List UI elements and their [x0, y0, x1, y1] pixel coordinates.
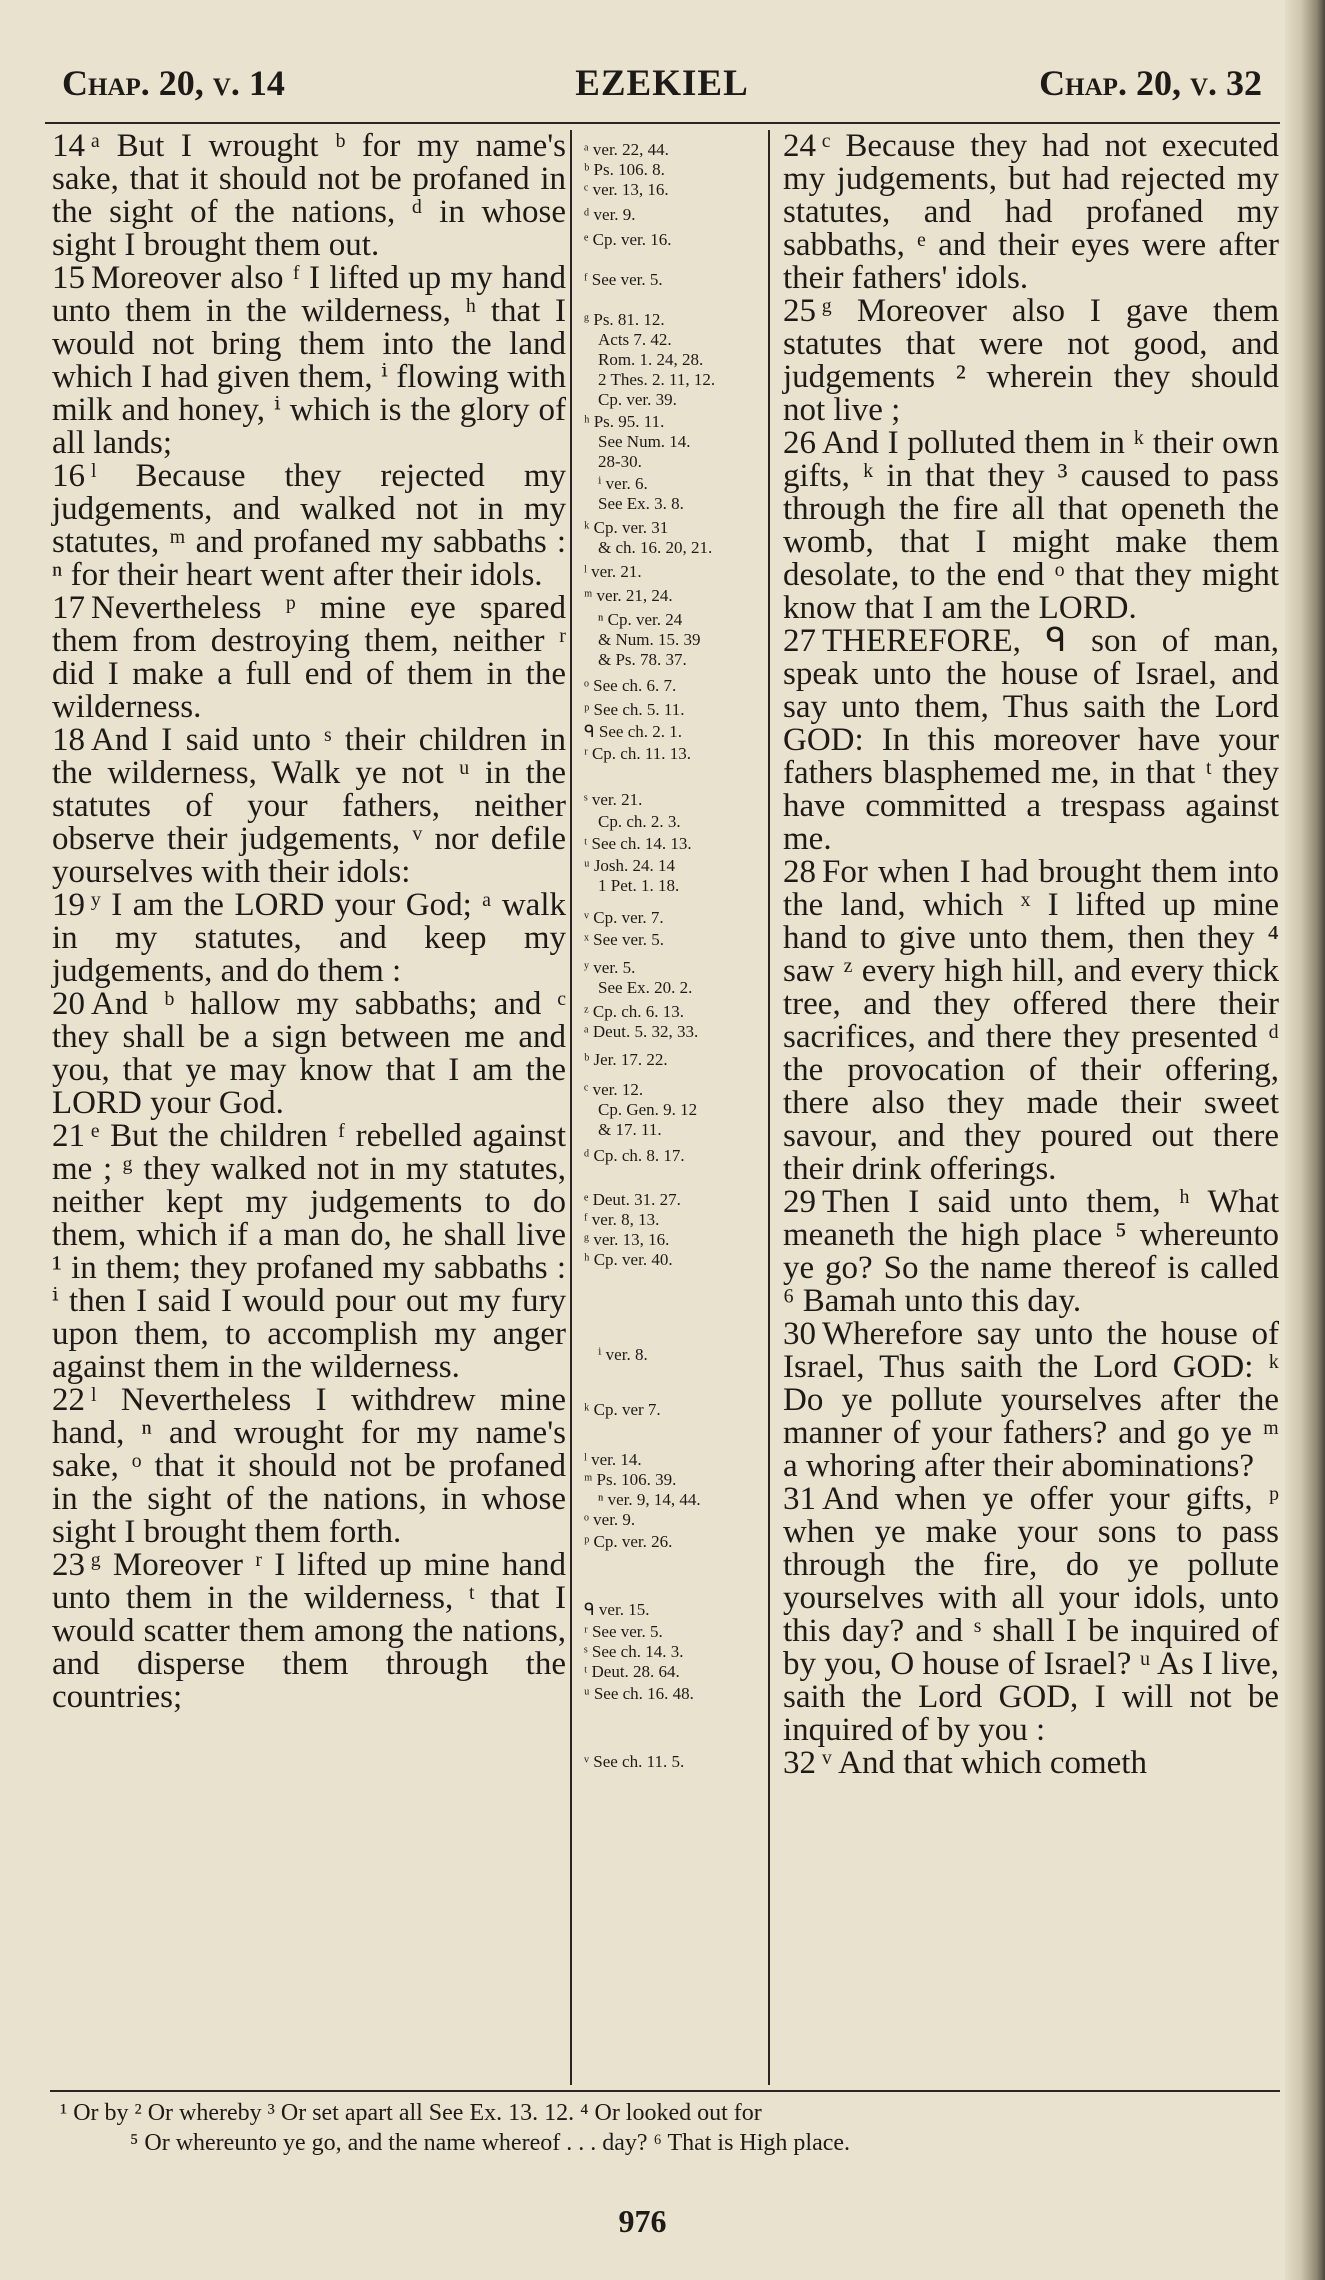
- verse-number: 16: [52, 458, 85, 494]
- verse: [783, 295, 1279, 427]
- verse-text: ʸ I am the LORD your God; ᵃ walk in my statutes, and keep my judgements, and do them :: [52, 887, 566, 989]
- verse-text: ᵛ And that which cometh: [822, 1745, 1147, 1781]
- verse-text: And I polluted them in ᵏ their own gifts, ᵏ in that they ³ caused to pass through the fire all that openeth the womb, that I might make them desolate, to the end ᵒ that they might know that I am the LORD.: [783, 425, 1279, 626]
- cross-reference: ⁱ ver. 8.: [598, 1345, 648, 1364]
- verse: [783, 1318, 1279, 1483]
- verse-number: 24: [783, 128, 816, 164]
- cross-reference: ⁿ Cp. ver. 24: [598, 610, 683, 629]
- cross-reference: ᵛ See ch. 11. 5.: [584, 1752, 685, 1771]
- cross-reference: ᵘ Josh. 24. 14: [584, 856, 676, 875]
- cross-reference: ᵏ Cp. ver 7.: [584, 1400, 661, 1419]
- page-number: 976: [618, 2203, 667, 2239]
- cross-reference: ᵘ See ch. 16. 48.: [584, 1684, 694, 1703]
- verse-text: And I said unto ˢ their children in the wilderness, Walk ye not ᵘ in the statutes of your fathers, neither observe their judgements, ᵛ nor defile yourselves with their idols:: [52, 722, 566, 890]
- verse-number: 26: [783, 425, 816, 461]
- verse: [52, 1384, 566, 1549]
- cross-reference: ᵗ Deut. 28. 64.: [584, 1662, 680, 1681]
- cross-reference: ˡ ver. 21.: [584, 562, 642, 581]
- cross-reference: ʰ Cp. ver. 40.: [584, 1250, 673, 1269]
- verse-text: Nevertheless ᵖ mine eye spared them from destroying them, neither ʳ did I make a full end of them in the wilderness.: [52, 590, 566, 725]
- cross-reference: ʳ Cp. ch. 11. 13.: [584, 744, 691, 763]
- left-text-column: [52, 130, 566, 1714]
- verse-number: 30: [783, 1316, 816, 1352]
- cross-reference: ᶜ ver. 12.: [584, 1080, 644, 1099]
- cross-reference: ᵃ Deut. 5. 32, 33.: [584, 1022, 699, 1041]
- verse-number: 14: [52, 128, 85, 164]
- cross-reference: & ch. 16. 20, 21.: [598, 538, 713, 557]
- verse-number: 27: [783, 623, 816, 659]
- verse: [52, 460, 566, 592]
- cross-reference: See Ex. 3. 8.: [598, 494, 684, 513]
- verse-number: 20: [52, 986, 85, 1022]
- cross-reference: ᵍ Ps. 81. 12.: [584, 310, 665, 329]
- cross-reference: ʸ ver. 5.: [584, 958, 636, 977]
- verse: [783, 1747, 1279, 1780]
- verse: [783, 1483, 1279, 1747]
- cross-reference: 28-30.: [598, 452, 642, 471]
- cross-reference: & Num. 15. 39: [598, 630, 701, 649]
- verse: [783, 427, 1279, 625]
- cross-reference: ᶠ See ver. 5.: [584, 270, 663, 289]
- footnote-line: ⁵ Or whereunto ye go, and the name whereof . . . day? ⁶ That is High place.: [130, 2130, 851, 2156]
- cross-reference: ᶻ Cp. ch. 6. 13.: [584, 1002, 685, 1021]
- verse-number: 21: [52, 1118, 85, 1154]
- cross-reference: ʳ See ver. 5.: [584, 1622, 663, 1641]
- verse-number: 19: [52, 887, 85, 923]
- cross-reference: See Num. 14.: [598, 432, 691, 451]
- cross-reference: & Ps. 78. 37.: [598, 650, 687, 669]
- verse-text: ᵃ But I wrought ᵇ for my name's sake, that it should not be profaned in the sight of the nations, ᵈ in whose sight I brought them out.: [52, 128, 566, 263]
- cross-reference: Cp. Gen. 9. 12: [598, 1100, 698, 1119]
- verse-text: And when ye offer your gifts, ᵖ when ye make your sons to pass through the fire, do ye pollute yourselves with all your idols, unto this day? and ˢ shall I be inquired of by you, O house of Israel? ᵘ As I live, saith the Lord GOD, I will not be inquired of by you :: [783, 1481, 1279, 1748]
- verse-text: Then I said unto them, ʰ What meaneth the high place ⁵ whereunto ye go? So the name thereof is called ⁶ Bamah unto this day.: [783, 1184, 1279, 1319]
- cross-reference: ᵒ ver. 9.: [584, 1510, 636, 1529]
- running-head: [62, 62, 1262, 122]
- verse: [52, 1549, 566, 1714]
- verse-text: THEREFORE, ᑫ son of man, speak unto the house of Israel, and say unto them, Thus saith the Lord GOD: In this moreover have your fathers blasphemed me, in that ᵗ they have committed a trespass against me.: [783, 623, 1279, 857]
- right-text-column: [783, 130, 1279, 1780]
- verse-number: 17: [52, 590, 85, 626]
- cross-reference: ᵇ Jer. 17. 22.: [584, 1050, 668, 1069]
- verse-number: 29: [783, 1184, 816, 1220]
- cross-reference: Cp. ver. 39.: [598, 390, 677, 409]
- cross-reference: ᵉ Cp. ver. 16.: [584, 230, 672, 249]
- verse-number: 22: [52, 1382, 85, 1418]
- footnotes: [60, 2098, 1270, 2158]
- cross-reference: ᵈ Cp. ch. 8. 17.: [584, 1146, 685, 1165]
- cross-reference: ᵃ ver. 22, 44.: [584, 140, 669, 159]
- cross-reference: ᵏ Cp. ver. 31: [584, 518, 669, 537]
- verse: [783, 1186, 1279, 1318]
- cross-reference: ᵛ Cp. ver. 7.: [584, 908, 664, 927]
- cross-reference: ᶠ ver. 8, 13.: [584, 1210, 660, 1229]
- cross-reference: ˢ ver. 21.: [584, 790, 643, 809]
- chapter-reference-right: Chap. 20, v. 32: [1039, 63, 1262, 103]
- verse: [52, 592, 566, 724]
- verse: [783, 130, 1279, 295]
- verse-number: 18: [52, 722, 85, 758]
- cross-reference: ˢ See ch. 14. 3.: [584, 1642, 684, 1661]
- verse-text: Wherefore say unto the house of Israel, Thus saith the Lord GOD: ᵏ Do ye pollute yourselves after the manner of your fathers? and go ye ᵐ a whoring after their abominations?: [783, 1316, 1279, 1484]
- cross-reference: ᑫ See ch. 2. 1.: [584, 722, 683, 741]
- cross-reference: ⁿ ver. 9, 14, 44.: [598, 1490, 701, 1509]
- cross-reference: ᵈ ver. 9.: [584, 205, 636, 224]
- verse-text: ᵍ Moreover also I gave them statutes that were not good, and judgements ² wherein they should not live ;: [783, 293, 1279, 428]
- verse: [783, 625, 1279, 856]
- cross-reference: ᵐ Ps. 106. 39.: [584, 1470, 677, 1489]
- verse-number: 23: [52, 1547, 85, 1583]
- verse: [52, 889, 566, 988]
- cross-reference: ᑫ ver. 15.: [584, 1600, 650, 1619]
- verse-text: And ᵇ hallow my sabbaths; and ᶜ they shall be a sign between me and you, that ye may know that I am the LORD your God.: [52, 986, 566, 1121]
- verse-text: ˡ Nevertheless I withdrew mine hand, ⁿ and wrought for my name's sake, ᵒ that it should not be profaned in the sight of the nations, in whose sight I brought them forth.: [52, 1382, 566, 1550]
- cross-reference: ᵖ See ch. 5. 11.: [584, 700, 685, 719]
- cross-reference: & 17. 11.: [598, 1120, 662, 1139]
- page-edge: [1285, 0, 1325, 2280]
- cross-reference: Cp. ch. 2. 3.: [598, 812, 681, 831]
- cross-reference: Acts 7. 42.: [598, 330, 672, 349]
- footnote-line: ¹ Or by ² Or whereby ³ Or set apart all See Ex. 13. 12. ⁴ Or looked out for: [60, 2100, 762, 2126]
- verse-number: 28: [783, 854, 816, 890]
- cross-reference: ᵉ Deut. 31. 27.: [584, 1190, 681, 1209]
- footnote-rule: [50, 2090, 1280, 2092]
- verse-number: 25: [783, 293, 816, 329]
- verse-number: 31: [783, 1481, 816, 1517]
- verse: [52, 1120, 566, 1384]
- verse-text: ᵍ Moreover ʳ I lifted up mine hand unto them in the wilderness, ᵗ that I would scatter them among the nations, and disperse them through the countries;: [52, 1547, 566, 1715]
- cross-reference: ʰ Ps. 95. 11.: [584, 412, 665, 431]
- header-rule: [45, 122, 1280, 124]
- cross-reference: ˣ See ver. 5.: [584, 930, 664, 949]
- verse-text: Moreover also ᶠ I lifted up my hand unto them in the wilderness, ʰ that I would not bring them into the land which I had given them, ⁱ flowing with milk and honey, ⁱ which is the glory of all lands;: [52, 260, 566, 461]
- cross-reference: ᵍ ver. 13, 16.: [584, 1230, 670, 1249]
- cross-reference: ᶜ ver. 13, 16.: [584, 180, 669, 199]
- cross-reference: Rom. 1. 24, 28.: [598, 350, 704, 369]
- cross-reference: ⁱ ver. 6.: [598, 474, 648, 493]
- verse-number: 32: [783, 1745, 816, 1781]
- verse: [52, 724, 566, 889]
- verse-text: ˡ Because they rejected my judgements, and walked not in my statutes, ᵐ and profaned my sabbaths : ⁿ for their heart went after their idols.: [52, 458, 566, 593]
- cross-reference: ᵖ Cp. ver. 26.: [584, 1532, 673, 1551]
- verse-text: ᶜ Because they had not executed my judgements, but had rejected my statutes, and had profaned my sabbaths, ᵉ and their eyes were after their fathers' idols.: [783, 128, 1279, 296]
- verse: [783, 856, 1279, 1186]
- cross-reference: See Ex. 20. 2.: [598, 978, 693, 997]
- cross-reference: ˡ ver. 14.: [584, 1450, 642, 1469]
- book-title: EZEKIEL: [575, 63, 749, 104]
- verse-number: 15: [52, 260, 85, 296]
- verse: [52, 262, 566, 460]
- column-divider-left: [570, 130, 572, 2085]
- cross-reference: ᵗ See ch. 14. 13.: [584, 834, 692, 853]
- chapter-reference-left: Chap. 20, v. 14: [62, 63, 285, 103]
- cross-reference: ᵐ ver. 21, 24.: [584, 586, 673, 605]
- verse-text: For when I had brought them into the land, which ˣ I lifted up mine hand to give unto them, then they ⁴ saw ᶻ every high hill, and every thick tree, and they offered there their sacrifices, and there they presented ᵈ the provocation of their offering, there also they made their sweet savour, and they poured out there their drink offerings.: [783, 854, 1279, 1187]
- verse: [52, 130, 566, 262]
- verse: [52, 988, 566, 1120]
- verse-text: ᵉ But the children ᶠ rebelled against me ; ᵍ they walked not in my statutes, neither kept my judgements to do them, which if a man do, he shall live ¹ in them; they profaned my sabbaths : ⁱ then I said I would pour out my fury upon them, to accomplish my anger against them in the wilderness.: [52, 1118, 566, 1385]
- cross-reference: 2 Thes. 2. 11, 12.: [598, 370, 716, 389]
- cross-reference: 1 Pet. 1. 18.: [598, 876, 680, 895]
- cross-reference: ᵇ Ps. 106. 8.: [584, 160, 665, 179]
- cross-reference: ᵒ See ch. 6. 7.: [584, 676, 677, 695]
